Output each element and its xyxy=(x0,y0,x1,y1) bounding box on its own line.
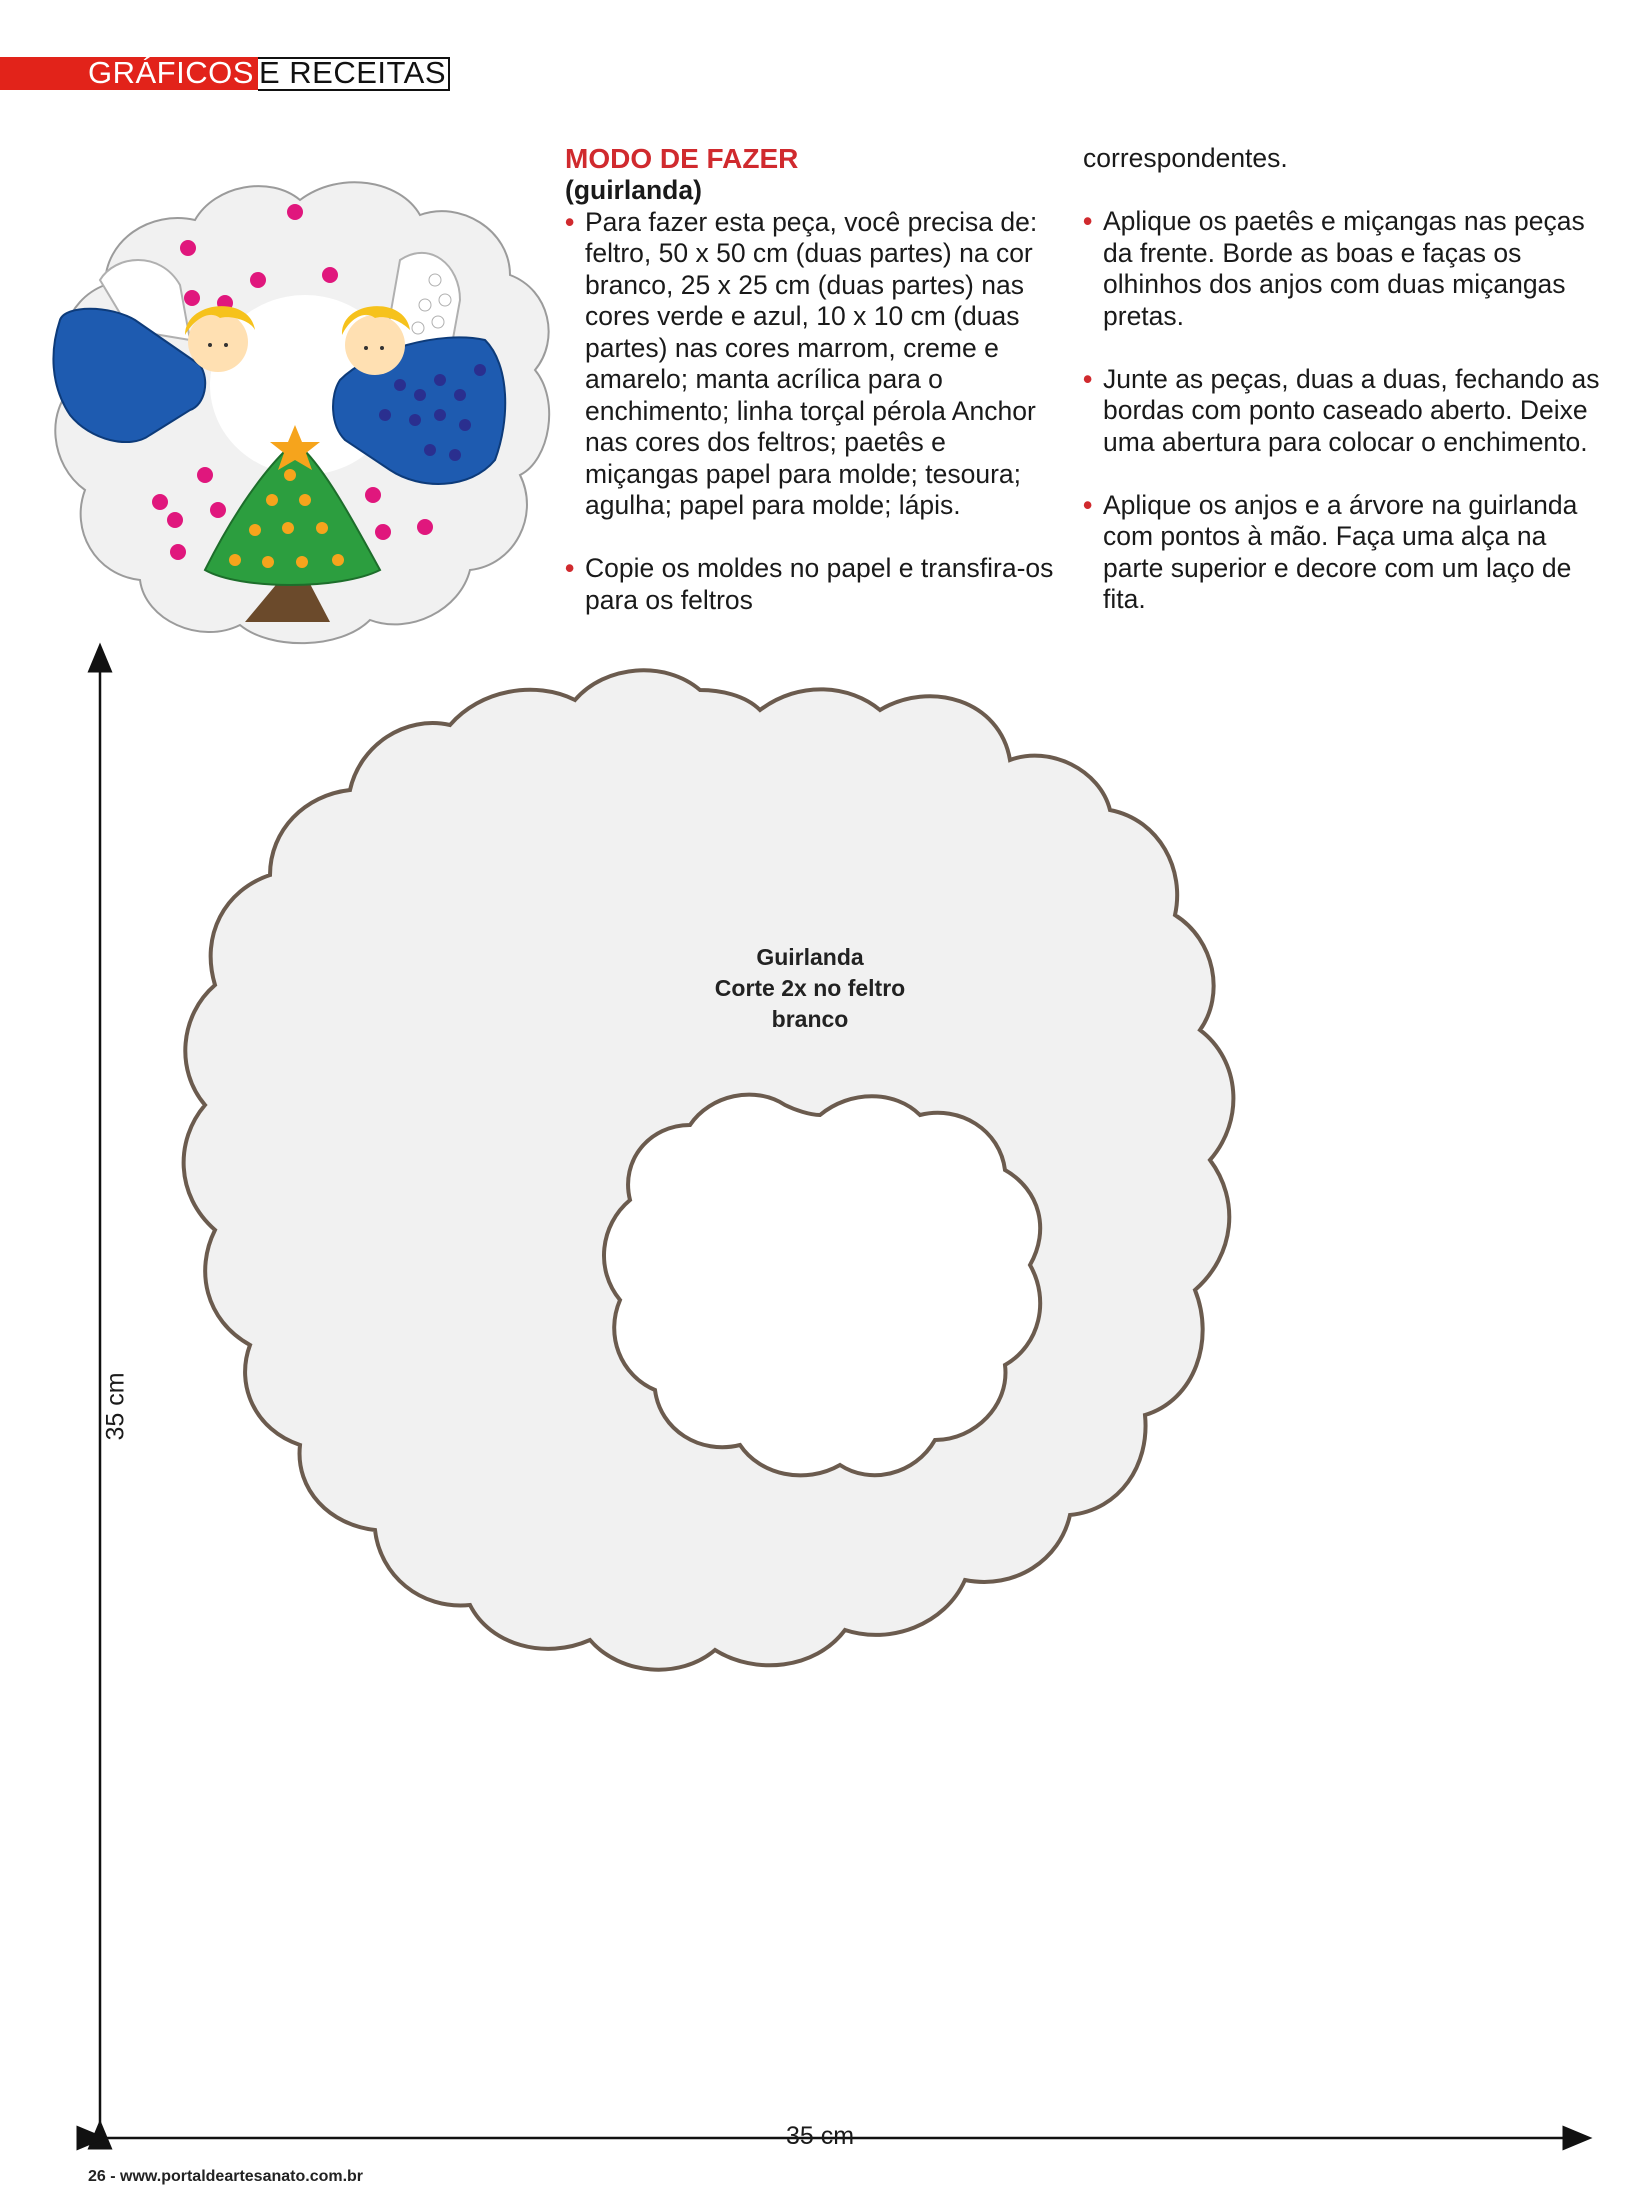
pattern-label-instruction: Corte 2x no feltro xyxy=(714,975,906,1001)
instruction-text: Para fazer esta peça, você precisa de: feltro, 50 x 50 cm (duas partes) na cor branco, 25 x 25 cm (duas partes) nas cores verde e azul, 10 x 10 cm (duas partes) nas cores marrom, creme e amarelo; manta acrílica para o enchimento; linha torçal pérola Anchor nas cores dos feltros; paetês e miçangas papel para molde; tesoura; agulha; papel para molde; lápis. xyxy=(585,206,1038,520)
bullet-icon: • xyxy=(1083,363,1093,394)
bullet-icon: • xyxy=(1083,489,1093,520)
section-header-sublabel: E RECEITAS xyxy=(259,55,447,90)
section-header-label: GRÁFICOS xyxy=(88,55,254,90)
pattern-label xyxy=(660,942,960,1035)
page-footer: 26 - www.portaldeartesanato.com.br xyxy=(88,2168,364,2185)
instruction-continuation: correspondentes. xyxy=(1083,143,1288,173)
pattern-label-color: branco xyxy=(771,1006,849,1032)
instruction-text: Aplique os anjos e a árvore na guirlanda com pontos à mão. Faça uma alça na parte superior e decore com um laço de fita. xyxy=(1103,489,1578,614)
wreath-inner-outline xyxy=(604,1095,1040,1476)
instruction-text: Junte as peças, duas a duas, fechando as bordas com ponto caseado aberto. Deixe uma abertura para colocar o enchimento. xyxy=(1103,363,1600,457)
instructions-title: MODO DE FAZER xyxy=(565,143,799,174)
instruction-text: Copie os moldes no papel e transfira-os para os feltros xyxy=(585,553,1054,615)
bullet-icon: • xyxy=(565,553,575,583)
bullet-icon: • xyxy=(565,206,575,237)
bullet-icon: • xyxy=(1083,206,1093,236)
instruction-text: Aplique os paetês e miçangas nas peças da frente. Borde as boas e faças os olhinhos dos anjos com duas miçangas pretas. xyxy=(1103,206,1585,331)
width-dimension-label: 35 cm xyxy=(786,2122,855,2150)
instructions-subtitle: (guirlanda) xyxy=(565,175,702,205)
pattern-label-title: Guirlanda xyxy=(756,944,864,970)
height-dimension-label: 35 cm xyxy=(101,1372,130,1441)
